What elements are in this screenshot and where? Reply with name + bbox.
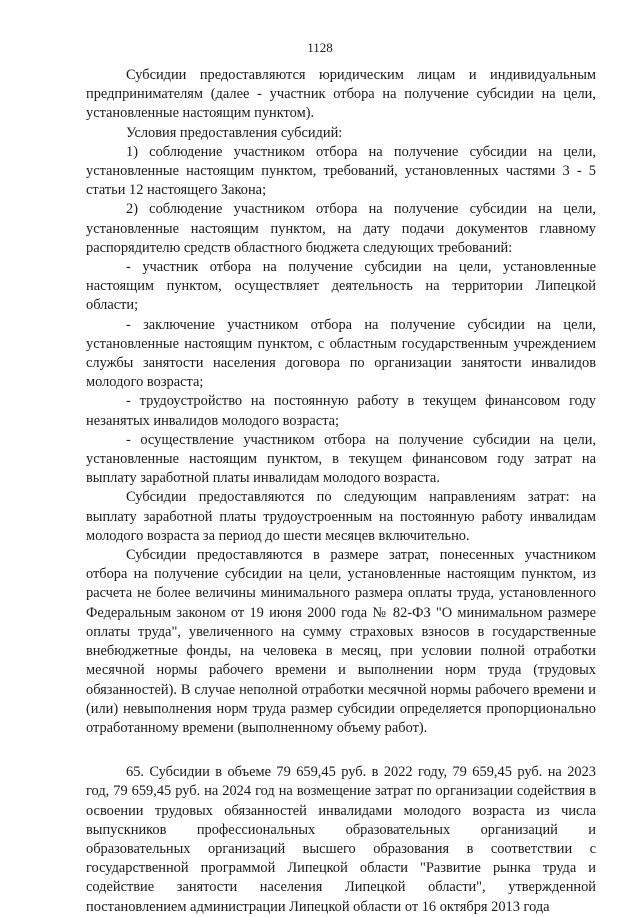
paragraph: Субсидии предоставляются в размере затрат, понесенных участником отбора на получение субсидии на цели, установленные настоящим пунктом, из расчета не более величины минимального размера оплаты труда, установленного Федеральным законом от 19 июня 2000 года № 82-ФЗ "О минимальном размере оплаты труда", увеличенного на сумму страховых взносов в государственные внебюджетные фонды, на человека в месяц, при условии полной отработки месячной нормы рабочего времени и выполнении норм труда (трудовых обязанностей). В случае неполной отработки месячной нормы рабочего времени и (или) невыполнения норм труда размер субсидии определяется пропорционально отработанному времени (выполненному объему работ). [86, 547, 596, 736]
paragraph: - осуществление участником отбора на получение субсидии на цели, установленные настоящим пунктом, в текущем финансовом году затрат на выплату заработной платы инвалидам молодого возраста. [86, 431, 596, 487]
paragraph: Условия предоставления субсидий: [126, 124, 343, 141]
paragraph: - заключение участником отбора на получение субсидии на цели, установленные настоящим пунктом, с областным государственным учреждением службы занятости населения договора по организации занятости инвалидов молодого возраста; [86, 316, 596, 391]
paragraph: 1) соблюдение участником отбора на получение субсидии на цели, установленные настоящим пунктом, требований, установленных частями 3 - 5 статьи 12 настоящего Закона; [86, 143, 596, 199]
paragraph: - трудоустройство на постоянную работу в текущем финансовом году незанятых инвалидов молодого возраста; [86, 393, 596, 429]
document-body [86, 66, 596, 917]
paragraph: 2) соблюдение участником отбора на получение субсидии на цели, установленные настоящим пунктом, на дату подачи документов главному распорядителю средств областного бюджета следующих требований: [86, 201, 596, 256]
paragraph: 65. Субсидии в объеме 79 659,45 руб. в 2022 году, 79 659,45 руб. на 2023 год, 79 659,45 руб. на 2024 год на возмещение затрат по организации содействия в освоении трудовых обязанностей инвалидами молодого возраста из числа выпускников профессиональных образовательных организаций и образовательных организаций высшего образования в соответствии с государственной программой Липецкой области "Развитие рынка труда и содействие занятости населения Липецкой области", утвержденной постановлением администрации Липецкой области от 16 октября 2013 года [86, 764, 596, 915]
paragraph: Субсидии предоставляются по следующим направлениям затрат: на выплату заработной платы трудоустроенным на постоянную работу инвалидам молодого возраста за период до шести месяцев включительно. [86, 489, 596, 544]
paragraph: Субсидии предоставляются юридическим лицам и индивидуальным предпринимателям (далее - участник отбора на получение субсидии на цели, установленные настоящим пунктом). [86, 67, 596, 122]
paragraph: - участник отбора на получение субсидии на цели, установленные настоящим пунктом, осуществляет деятельность на территории Липецкой области; [86, 259, 596, 314]
page-number: 1128 [307, 40, 333, 55]
